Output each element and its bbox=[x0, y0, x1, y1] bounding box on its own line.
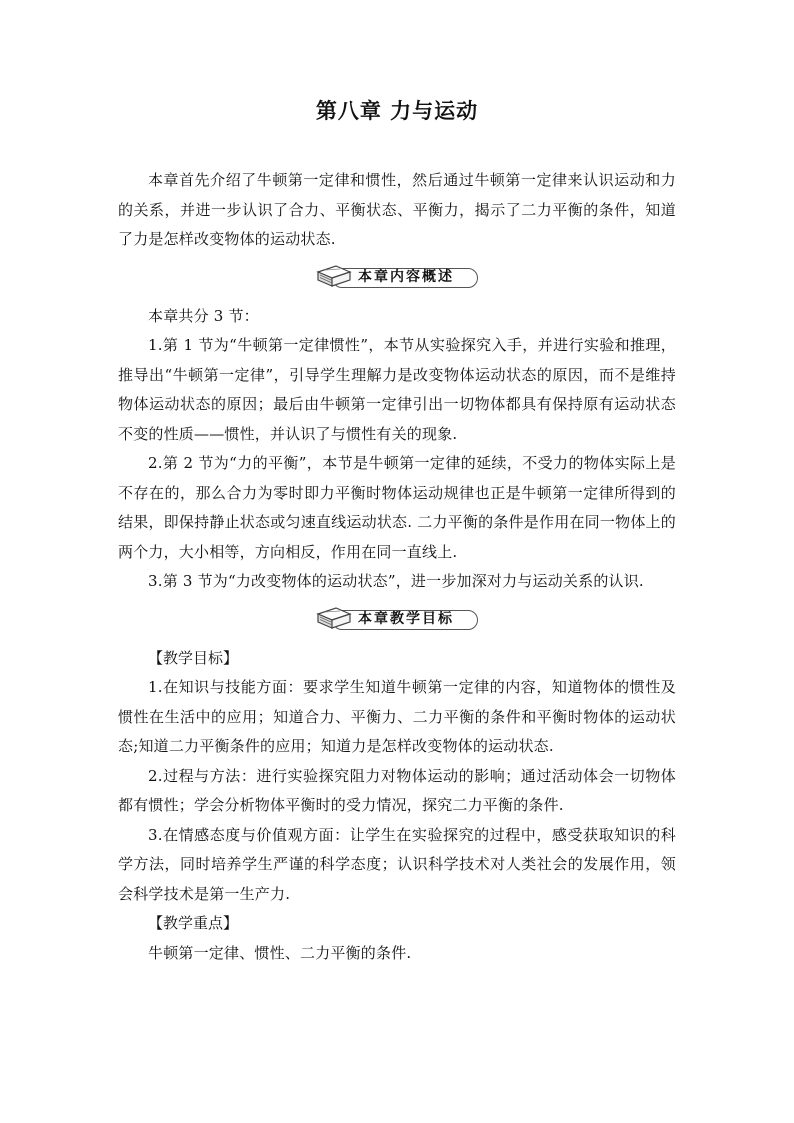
section-banner-overview bbox=[118, 262, 676, 296]
overview-line: 本章共分 3 节： bbox=[148, 306, 259, 325]
intro-paragraph: 本章首先介绍了牛顿第一定律和惯性，然后通过牛顿第一定律来认识运动和力的关系，并进一步认识了合力、平衡状态、平衡力，揭示了二力平衡的条件，知道了力是怎样改变物体的运动状态. bbox=[118, 171, 676, 248]
chapter-title: 第八章 力与运动 bbox=[315, 99, 479, 123]
section-banner-goals bbox=[118, 604, 676, 638]
goals-heading: 【教学目标】 bbox=[148, 648, 239, 667]
key-points-heading: 【教学重点】 bbox=[148, 914, 239, 932]
overview-line: 2.第 2 节为“力的平衡”，本节是牛顿第一定律的延续，不受力的物体实际上是不存在的，那么合力为零时即力平衡时物体运动规律也正是牛顿第一定律所得到的结果，即保持静止状态或匀速直线运动状态. 二力平衡的条件是作用在同一物体上的两个力，大小相等，方向相反，作用在同一直线上. bbox=[118, 454, 676, 561]
overview-line: 3.第 3 节为“力改变物体的运动状态”，进一步加深对力与运动关系的认识. bbox=[148, 572, 644, 590]
goal-item: 2.过程与方法：进行实验探究阻力对物体运动的影响；通过活动体会一切物体都有惯性；学会分析物体平衡时的受力情况，探究二力平衡的条件. bbox=[118, 766, 676, 814]
goal-item: 1.在知识与技能方面：要求学生知道牛顿第一定律的内容，知道物体的惯性及惯性在生活中的应用；知道合力、平衡力、二力平衡的条件和平衡时物体的运动状态;知道二力平衡条件的应用；知道力是怎样改变物体的运动状态. bbox=[118, 678, 676, 755]
banner-label: 本章内容概述 bbox=[358, 268, 454, 285]
key-points-text: 牛顿第一定律、惯性、二力平衡的条件. bbox=[148, 943, 412, 962]
goal-item: 3.在情感态度与价值观方面：让学生在实验探究的过程中，感受获取知识的科学方法，同时培养学生严谨的科学态度；认识科学技术对人类社会的发展作用，领会科学技术是第一生产力. bbox=[118, 825, 676, 903]
books-icon bbox=[316, 604, 352, 632]
banner-label: 本章教学目标 bbox=[358, 610, 454, 627]
overview-line: 1.第 1 节为“牛顿第一定律惯性”，本节从实验探究入手，并进行实验和推理，推导出“牛顿第一定律”，引导学生理解力是改变物体运动状态的原因，而不是维持物体运动状态的原因；最后由牛顿第一定律引出一切物体都具有保持原有运动状态不变的性质——惯性，并认识了与惯性有关的现象. bbox=[118, 336, 676, 443]
banner-graphic bbox=[316, 262, 478, 290]
document-content bbox=[118, 96, 676, 968]
banner-graphic bbox=[316, 604, 478, 632]
books-icon bbox=[316, 262, 352, 290]
